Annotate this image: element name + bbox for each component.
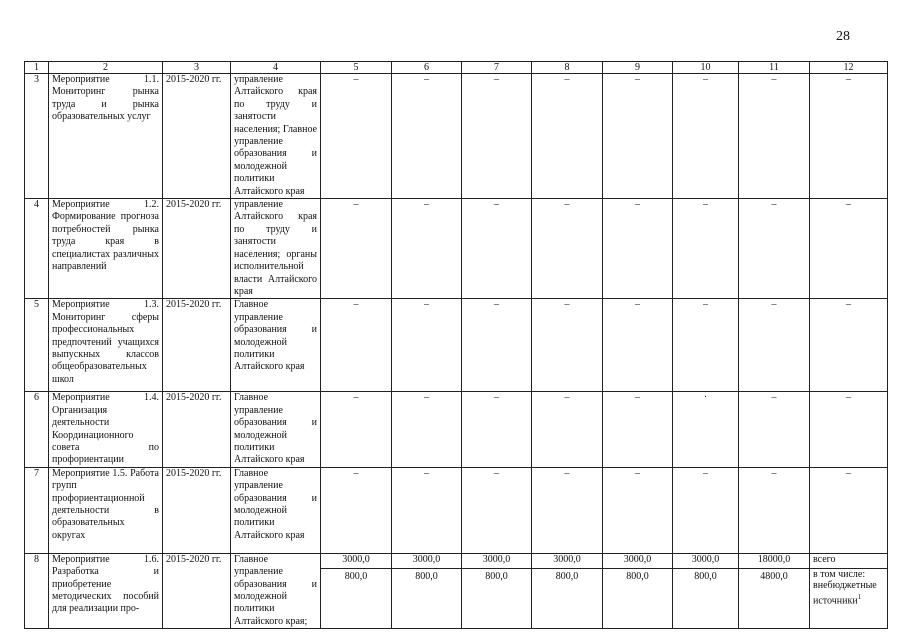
value-cell <box>462 553 532 628</box>
measure-name: Мероприятие 1.3. Мониторинг сферы профессиональных предпочтений учащихся выпускных классов общеобразовательных школ <box>49 299 163 392</box>
page-number: 28 <box>836 29 850 44</box>
table-row <box>25 553 888 628</box>
measure-name: Мероприятие 1.1. Мониторинг рынка труда и рынка образовательных услуг <box>49 74 163 199</box>
header-cell: 12 <box>810 62 888 74</box>
value-total: 18000,0 <box>739 554 809 569</box>
value-cell: – <box>739 467 810 553</box>
value-cell: – <box>810 392 888 467</box>
value-cell <box>532 553 603 628</box>
row-number: 5 <box>25 299 49 392</box>
value-cell: – <box>462 74 532 199</box>
value-cell: – <box>532 299 603 392</box>
value-cell: – <box>392 74 462 199</box>
value-cell <box>673 553 739 628</box>
value-total: 3000,0 <box>321 554 391 569</box>
table-row <box>25 199 888 299</box>
period: 2015-2020 гг. <box>163 299 231 392</box>
value-cell: – <box>392 199 462 299</box>
value-extra: 800,0 <box>344 570 368 582</box>
value-cell: – <box>321 392 392 467</box>
source-included: в том числе: <box>813 568 866 580</box>
value-total: 3000,0 <box>603 554 672 569</box>
value-total: 3000,0 <box>673 554 738 569</box>
value-cell: – <box>462 199 532 299</box>
value-total: 3000,0 <box>462 554 531 569</box>
table-row <box>25 74 888 199</box>
value-cell: – <box>810 467 888 553</box>
value-cell: · <box>673 392 739 467</box>
header-cell: 8 <box>532 62 603 74</box>
value-cell: – <box>739 74 810 199</box>
value-cell: – <box>603 199 673 299</box>
value-cell: – <box>673 299 739 392</box>
period: 2015-2020 гг. <box>163 467 231 553</box>
row-number: 3 <box>25 74 49 199</box>
value-cell: – <box>532 74 603 199</box>
executor: Главное управление образования и молодежной политики Алтайского края <box>231 467 321 553</box>
row-number: 7 <box>25 467 49 553</box>
executor: Главное управление образования и молодежной политики Алтайского края; <box>231 553 321 628</box>
value-cell: – <box>532 467 603 553</box>
measure-name: Мероприятие 1.4. Организация деятельности Координационного совета по профориентации <box>49 392 163 467</box>
value-extra: 800,0 <box>555 570 579 582</box>
value-cell: – <box>810 74 888 199</box>
row-number: 4 <box>25 199 49 299</box>
value-extra: 800,0 <box>485 570 508 582</box>
value-cell: – <box>603 392 673 467</box>
value-cell: – <box>321 74 392 199</box>
value-cell: – <box>673 74 739 199</box>
value-cell: – <box>462 467 532 553</box>
value-cell: – <box>462 299 532 392</box>
executor: управление Алтайского края по труду и занятости населения; органы исполнительной власти Алтайского края <box>231 199 321 299</box>
value-cell: – <box>739 199 810 299</box>
value-cell: – <box>739 392 810 467</box>
value-extra: 4800,0 <box>760 570 788 582</box>
table-row <box>25 392 888 467</box>
footnote-mark: 1 <box>857 592 862 601</box>
value-cell: – <box>321 467 392 553</box>
source-extra-text: внебюджетные источники <box>813 580 877 607</box>
header-cell: 3 <box>163 62 231 74</box>
value-cell: – <box>462 392 532 467</box>
value-total: 3000,0 <box>532 554 602 569</box>
source-total: всего <box>810 554 887 569</box>
value-cell: – <box>603 467 673 553</box>
value-cell <box>392 553 462 628</box>
header-cell: 1 <box>25 62 49 74</box>
funding-source <box>810 553 888 628</box>
value-cell: – <box>392 467 462 553</box>
value-cell: – <box>321 199 392 299</box>
header-row <box>25 62 888 74</box>
header-cell: 11 <box>739 62 810 74</box>
period: 2015-2020 гг. <box>163 199 231 299</box>
header-cell: 2 <box>49 62 163 74</box>
value-cell: – <box>603 299 673 392</box>
value-cell: – <box>739 299 810 392</box>
value-extra: 800,0 <box>626 570 649 582</box>
period: 2015-2020 гг. <box>163 553 231 628</box>
header-cell: 9 <box>603 62 673 74</box>
measure-name: Мероприятие 1.2. Формирование прогноза потребностей рынка труда края в специалистах различных направлений <box>49 199 163 299</box>
value-cell: – <box>810 299 888 392</box>
row-number: 8 <box>25 553 49 628</box>
executor: Главное управление образования и молодежной политики Алтайского края <box>231 299 321 392</box>
header-cell: 7 <box>462 62 532 74</box>
row-number: 6 <box>25 392 49 467</box>
value-cell: – <box>392 392 462 467</box>
value-cell: – <box>392 299 462 392</box>
value-cell: – <box>321 299 392 392</box>
value-extra: 800,0 <box>694 570 717 582</box>
header-cell: 6 <box>392 62 462 74</box>
value-cell <box>321 553 392 628</box>
header-cell: 10 <box>673 62 739 74</box>
measure-name: Мероприятие 1.5. Работа групп профориентационной деятельности в образовательных округах <box>49 467 163 553</box>
value-cell: – <box>532 199 603 299</box>
value-extra: 800,0 <box>415 570 438 582</box>
executor: Главное управление образования и молодежной политики Алтайского края <box>231 392 321 467</box>
value-total: 3000,0 <box>392 554 461 569</box>
source-extra <box>813 580 884 606</box>
value-cell: – <box>810 199 888 299</box>
table-row <box>25 299 888 392</box>
value-cell: – <box>603 74 673 199</box>
period: 2015-2020 гг. <box>163 74 231 199</box>
value-cell <box>603 553 673 628</box>
period: 2015-2020 гг. <box>163 392 231 467</box>
executor: управление Алтайского края по труду и занятости населения; Главное управление образования и молодежной политики Алтайского края <box>231 74 321 199</box>
measure-name: Мероприятие 1.6. Разработка и приобретение методических пособий для реализации про- <box>49 553 163 628</box>
value-cell: – <box>673 467 739 553</box>
program-table <box>24 61 888 629</box>
table-row <box>25 467 888 553</box>
header-cell: 4 <box>231 62 321 74</box>
header-cell: 5 <box>321 62 392 74</box>
value-cell <box>739 553 810 628</box>
value-cell: – <box>673 199 739 299</box>
value-cell: – <box>532 392 603 467</box>
